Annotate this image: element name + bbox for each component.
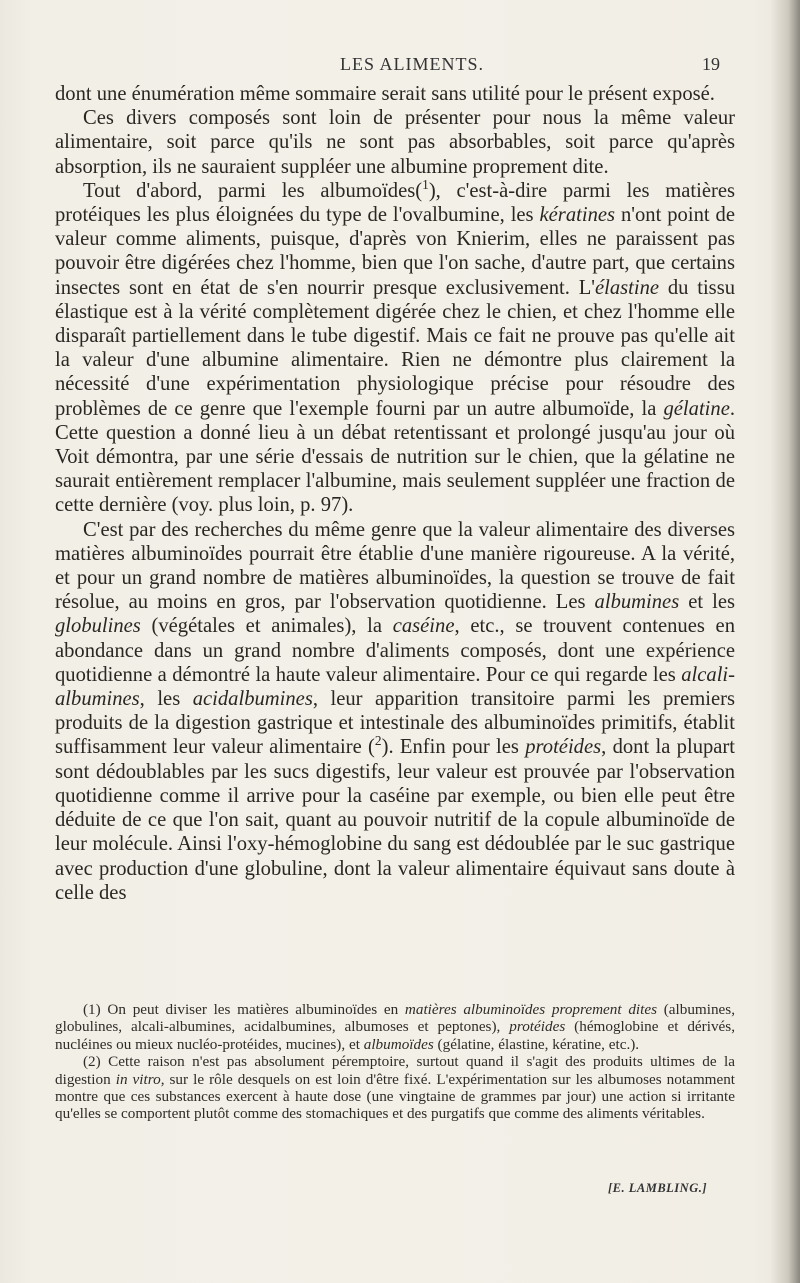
text-run: On peut diviser les matières albuminoïdes en [100, 1001, 405, 1018]
term-proteides: protéides [525, 736, 602, 759]
running-head [0, 54, 800, 78]
text-run: , dont la plupart sont dédoublables par les sucs digestifs, leur valeur est prouvée par l'observation quotidienne comme il arrive pour la caséine par exemple, ou bien elle peut être déduite de ce que l'on sait, quant au pouvoir nutritif de la copule albuminoïde de leur molécule. Ainsi l'oxy-hémoglobine du sang est dédoublée par le suc gastrique avec production d'une globuline, dont la valeur alimentaire équivaut sans doute à celle des [55, 736, 736, 904]
footnote-2 [55, 1053, 735, 1123]
footnote-mark: (2) [83, 1053, 101, 1071]
page-edge-shadow [770, 0, 800, 1283]
paragraph-1 [55, 82, 735, 106]
text-run: ). Enfin pour les [381, 736, 526, 759]
text-run: et les [679, 591, 735, 614]
footnote-mark: (1) [83, 1001, 101, 1018]
text-run: (végétales et animales), la [140, 615, 393, 638]
footnotes [55, 1001, 735, 1123]
text-run: , les [139, 688, 193, 711]
text-run: ), c'est-à-dire parmi les matières protéiques les plus éloignées du type de l'ovalbumine, les [55, 179, 735, 227]
text-run: Cette raison n'est pas absolument péremptoire, surtout quand il s'agit des produits ultimes de la digestion [55, 1053, 735, 1088]
footnote-ref-2: 2 [374, 733, 382, 749]
author-signature: [E. LAMBLING.] [608, 1181, 708, 1195]
paragraph-2 [55, 106, 735, 179]
term-gelatine: gélatine [663, 397, 730, 420]
page-number: 19 [702, 54, 720, 74]
text-run: . Cette question a donné lieu à un débat retentissant et prolongé jusqu'au jour où Voit démontra, par une série d'essais de nutrition sur le chien, que la gélatine ne saurait entièrement remplacer l'albumine, mais seulement suppléer une fraction de cette dernière (voy. plus loin, p. 97). [55, 397, 735, 517]
main-text [55, 82, 735, 905]
term-albumines: albumines [594, 591, 680, 614]
term-caseine: caséine [392, 615, 455, 638]
paragraph-3 [55, 176, 736, 518]
term-alcali-albumines: alcali-albumines [55, 663, 735, 711]
term-italic: albumoïdes [363, 1035, 434, 1053]
text-run: (hémoglobine et dérivés, nucléines ou mieux nucléo-protéides, mucines), et [55, 1018, 735, 1053]
term-globulines: globulines [55, 615, 141, 638]
term-italic: matières albuminoïdes proprement dites [404, 1001, 658, 1018]
text-run: n'ont point de valeur comme aliments, puisque, d'après von Knierim, elles ne paraissent pas pouvoir être digérées chez l'homme, bien que l'on sache, d'autre part, que certains insectes sont en état de s'en nourrir presque exclusivement. L' [55, 204, 735, 299]
text-run: (albumines, globulines, alcali-albumines, acidalbumines, albumoses et peptones), [55, 1001, 736, 1036]
term-acidalbumines: acidalbumines [192, 688, 313, 711]
term-keratines: kératines [539, 204, 616, 227]
text-run: Tout d'abord, parmi les albumoïdes( [83, 179, 423, 202]
term-italic: protéides [509, 1018, 566, 1036]
paragraph-1-text: dont une énumération même sommaire serait sans utilité pour le présent exposé. [55, 83, 715, 105]
text-run: (gélatine, élastine, kératine, etc.). [433, 1035, 640, 1053]
text-run: , etc., se trouvent contenues en abondance dans un grand nombre d'aliments composés, dont une expérience quotidienne a démontré la haute valeur alimentaire. Pour ce qui regarde les [55, 615, 735, 686]
running-title: LES ALIMENTS. [340, 54, 485, 74]
text-run: , leur apparition transitoire parmi les premiers produits de la digestion gastrique et intestinale des albuminoïdes primitifs, établit suffisamment leur valeur alimentaire ( [55, 688, 735, 759]
text-run: du tissu élastique est à la vérité complètement digérée chez le chien, et chez l'homme elle disparaît partiellement dans le tube digestif. Mais ce fait ne prouve pas qu'elle ait la valeur d'une albumine alimentaire. Rien ne démontre plus clairement la nécessité d'une expérimentation physiologique précise pour résoudre des problèmes de ce genre que l'exemple fourni par un autre albumoïde, la [55, 276, 736, 420]
term-elastine: élastine [595, 276, 660, 299]
paragraph-4 [55, 518, 735, 905]
text-run: , sur le rôle desquels on est loin d'être fixé. L'expérimentation sur les albumoses notamment montre que ces substances exercent à haute dose (une vingtaine de grammes par jour) une action si irritante qu'elles se comportent plutôt comme des stomachiques et des purgatifs que comme des aliments véritables. [55, 1070, 736, 1123]
paragraph-2-text: Ces divers composés sont loin de présenter pour nous la même valeur alimentaire, soit parce qu'ils ne sont pas absorbables, soit parce qu'après absorption, ils ne sauraient suppléer une albumine proprement dite. [55, 107, 735, 178]
footnote-ref-1: 1 [422, 176, 429, 192]
text-run: C'est par des recherches du même genre que la valeur alimentaire des diverses matières albuminoïdes pourrait être établie d'une manière rigoureuse. A la vérité, et pour un grand nombre de matières albuminoïdes, la question se trouve de fait résolue, au moins en gros, par l'observation quotidienne. Les [55, 518, 735, 614]
footnote-1 [55, 1001, 735, 1053]
term-italic: in vitro [115, 1070, 161, 1088]
